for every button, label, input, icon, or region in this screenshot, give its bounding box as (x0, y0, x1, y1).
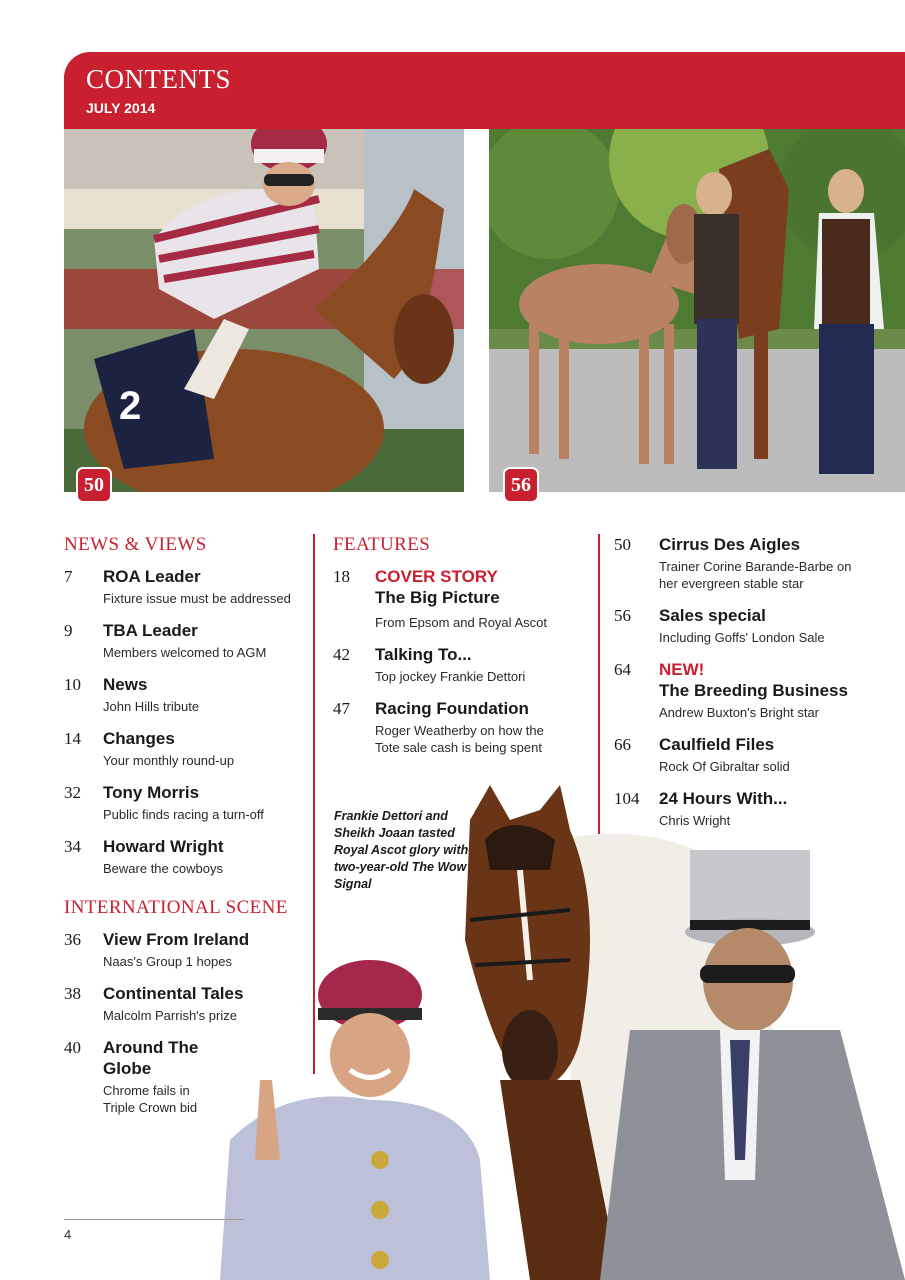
entry-description: John Hills tribute (103, 699, 200, 714)
page-number: 10 (64, 675, 81, 694)
photo-badge-56[interactable]: 56 (503, 467, 539, 503)
page-number: 9 (64, 621, 73, 640)
entry-description: Trainer Corine Barande-Barbe on her evergreen stable star (659, 559, 852, 591)
page-number-footer: 4 (64, 1227, 72, 1242)
toc-entry[interactable] (64, 620, 304, 661)
entry-title: View From Ireland (103, 930, 250, 949)
page-number: 66 (614, 735, 631, 754)
entry-title: 24 Hours With... (659, 789, 788, 808)
entry-title: Caulfield Files (659, 735, 775, 754)
toc-entry[interactable] (333, 644, 583, 685)
photo-foal-mare[interactable] (489, 129, 905, 492)
photo-badge-50[interactable]: 50 (76, 467, 112, 503)
entry-title: TBA Leader (103, 621, 198, 640)
toc-entry[interactable] (333, 698, 568, 756)
entry-description: Beware the cowboys (103, 861, 223, 876)
entry-description: Public finds racing a turn-off (103, 807, 264, 822)
section-heading-international: INTERNATIONAL SCENE (64, 897, 288, 918)
page-number: 7 (64, 567, 73, 586)
page-number: 104 (614, 789, 640, 808)
toc-entry[interactable] (64, 728, 304, 769)
page-number: 64 (614, 660, 631, 679)
page-number: 36 (64, 930, 81, 949)
toc-entry[interactable] (333, 566, 583, 631)
cover-story-tag: COVER STORY (375, 567, 498, 586)
photo-jockey-racehorse[interactable] (64, 129, 464, 492)
entry-description: Fixture issue must be addressed (103, 591, 291, 606)
entry-title: Howard Wright (103, 837, 224, 856)
toc-entry[interactable] (614, 605, 905, 646)
entry-description: Chris Wright (659, 813, 731, 828)
toc-entry[interactable] (614, 534, 854, 592)
page-number: 50 (614, 535, 631, 554)
entry-title: Racing Foundation (375, 699, 529, 718)
issue-date: JULY 2014 (86, 100, 156, 116)
entry-title: Around The Globe (103, 1038, 199, 1078)
entry-description: Your monthly round-up (103, 753, 235, 768)
page-title: CONTENTS (86, 64, 231, 94)
cover-photo-cutout[interactable] (200, 780, 905, 1280)
toc-entry[interactable] (64, 1037, 214, 1116)
toc-entry[interactable] (614, 659, 905, 721)
entry-title: Continental Tales (103, 984, 244, 1003)
entry-description: Malcolm Parrish's prize (103, 1008, 237, 1023)
entry-description: Members welcomed to AGM (103, 645, 267, 660)
page-number: 38 (64, 984, 81, 1003)
page-number: 40 (64, 1038, 81, 1057)
page-number: 47 (333, 699, 350, 718)
entry-title: News (103, 675, 148, 694)
toc-entry[interactable] (64, 566, 304, 607)
entry-description: Including Goffs' London Sale (659, 630, 825, 645)
entry-title: Cirrus Des Aigles (659, 535, 801, 554)
entry-title: Tony Morris (103, 783, 200, 802)
contents-header (64, 52, 905, 129)
page-number: 18 (333, 567, 350, 586)
page-number: 56 (614, 606, 631, 625)
entry-description: Andrew Buxton's Bright star (659, 705, 819, 720)
features-column (333, 534, 583, 769)
entry-description: Naas's Group 1 hopes (103, 954, 232, 969)
toc-entry[interactable] (614, 734, 905, 775)
entry-description: Chrome fails in Triple Crown bid (103, 1083, 198, 1115)
page-number: 34 (64, 837, 81, 856)
entry-title: The Breeding Business (659, 681, 848, 700)
entry-description: From Epsom and Royal Ascot (375, 615, 547, 630)
entry-title: ROA Leader (103, 567, 201, 586)
page-number: 32 (64, 783, 81, 802)
toc-entry[interactable] (64, 674, 304, 715)
section-heading-features: FEATURES (333, 534, 431, 555)
footer-rule (64, 1219, 244, 1220)
page-number: 42 (333, 645, 350, 664)
entry-title: Changes (103, 729, 175, 748)
entry-description: Top jockey Frankie Dettori (375, 669, 526, 684)
entry-title: Talking To... (375, 645, 472, 664)
cover-caption: Frankie Dettori and Sheikh Joaan tasted Royal Ascot glory with two-year-old The Wow Signal (334, 809, 469, 891)
entry-title: Sales special (659, 606, 766, 625)
entry-description: Rock Of Gibraltar solid (659, 759, 790, 774)
page-number: 14 (64, 729, 81, 748)
saddlecloth-number: 2 (119, 384, 142, 428)
section-heading-news-views: NEWS & VIEWS (64, 534, 207, 555)
entry-title: The Big Picture (375, 588, 500, 607)
new-tag: NEW! (659, 660, 705, 679)
entry-description: Roger Weatherby on how the Tote sale cash is being spent (375, 723, 544, 755)
